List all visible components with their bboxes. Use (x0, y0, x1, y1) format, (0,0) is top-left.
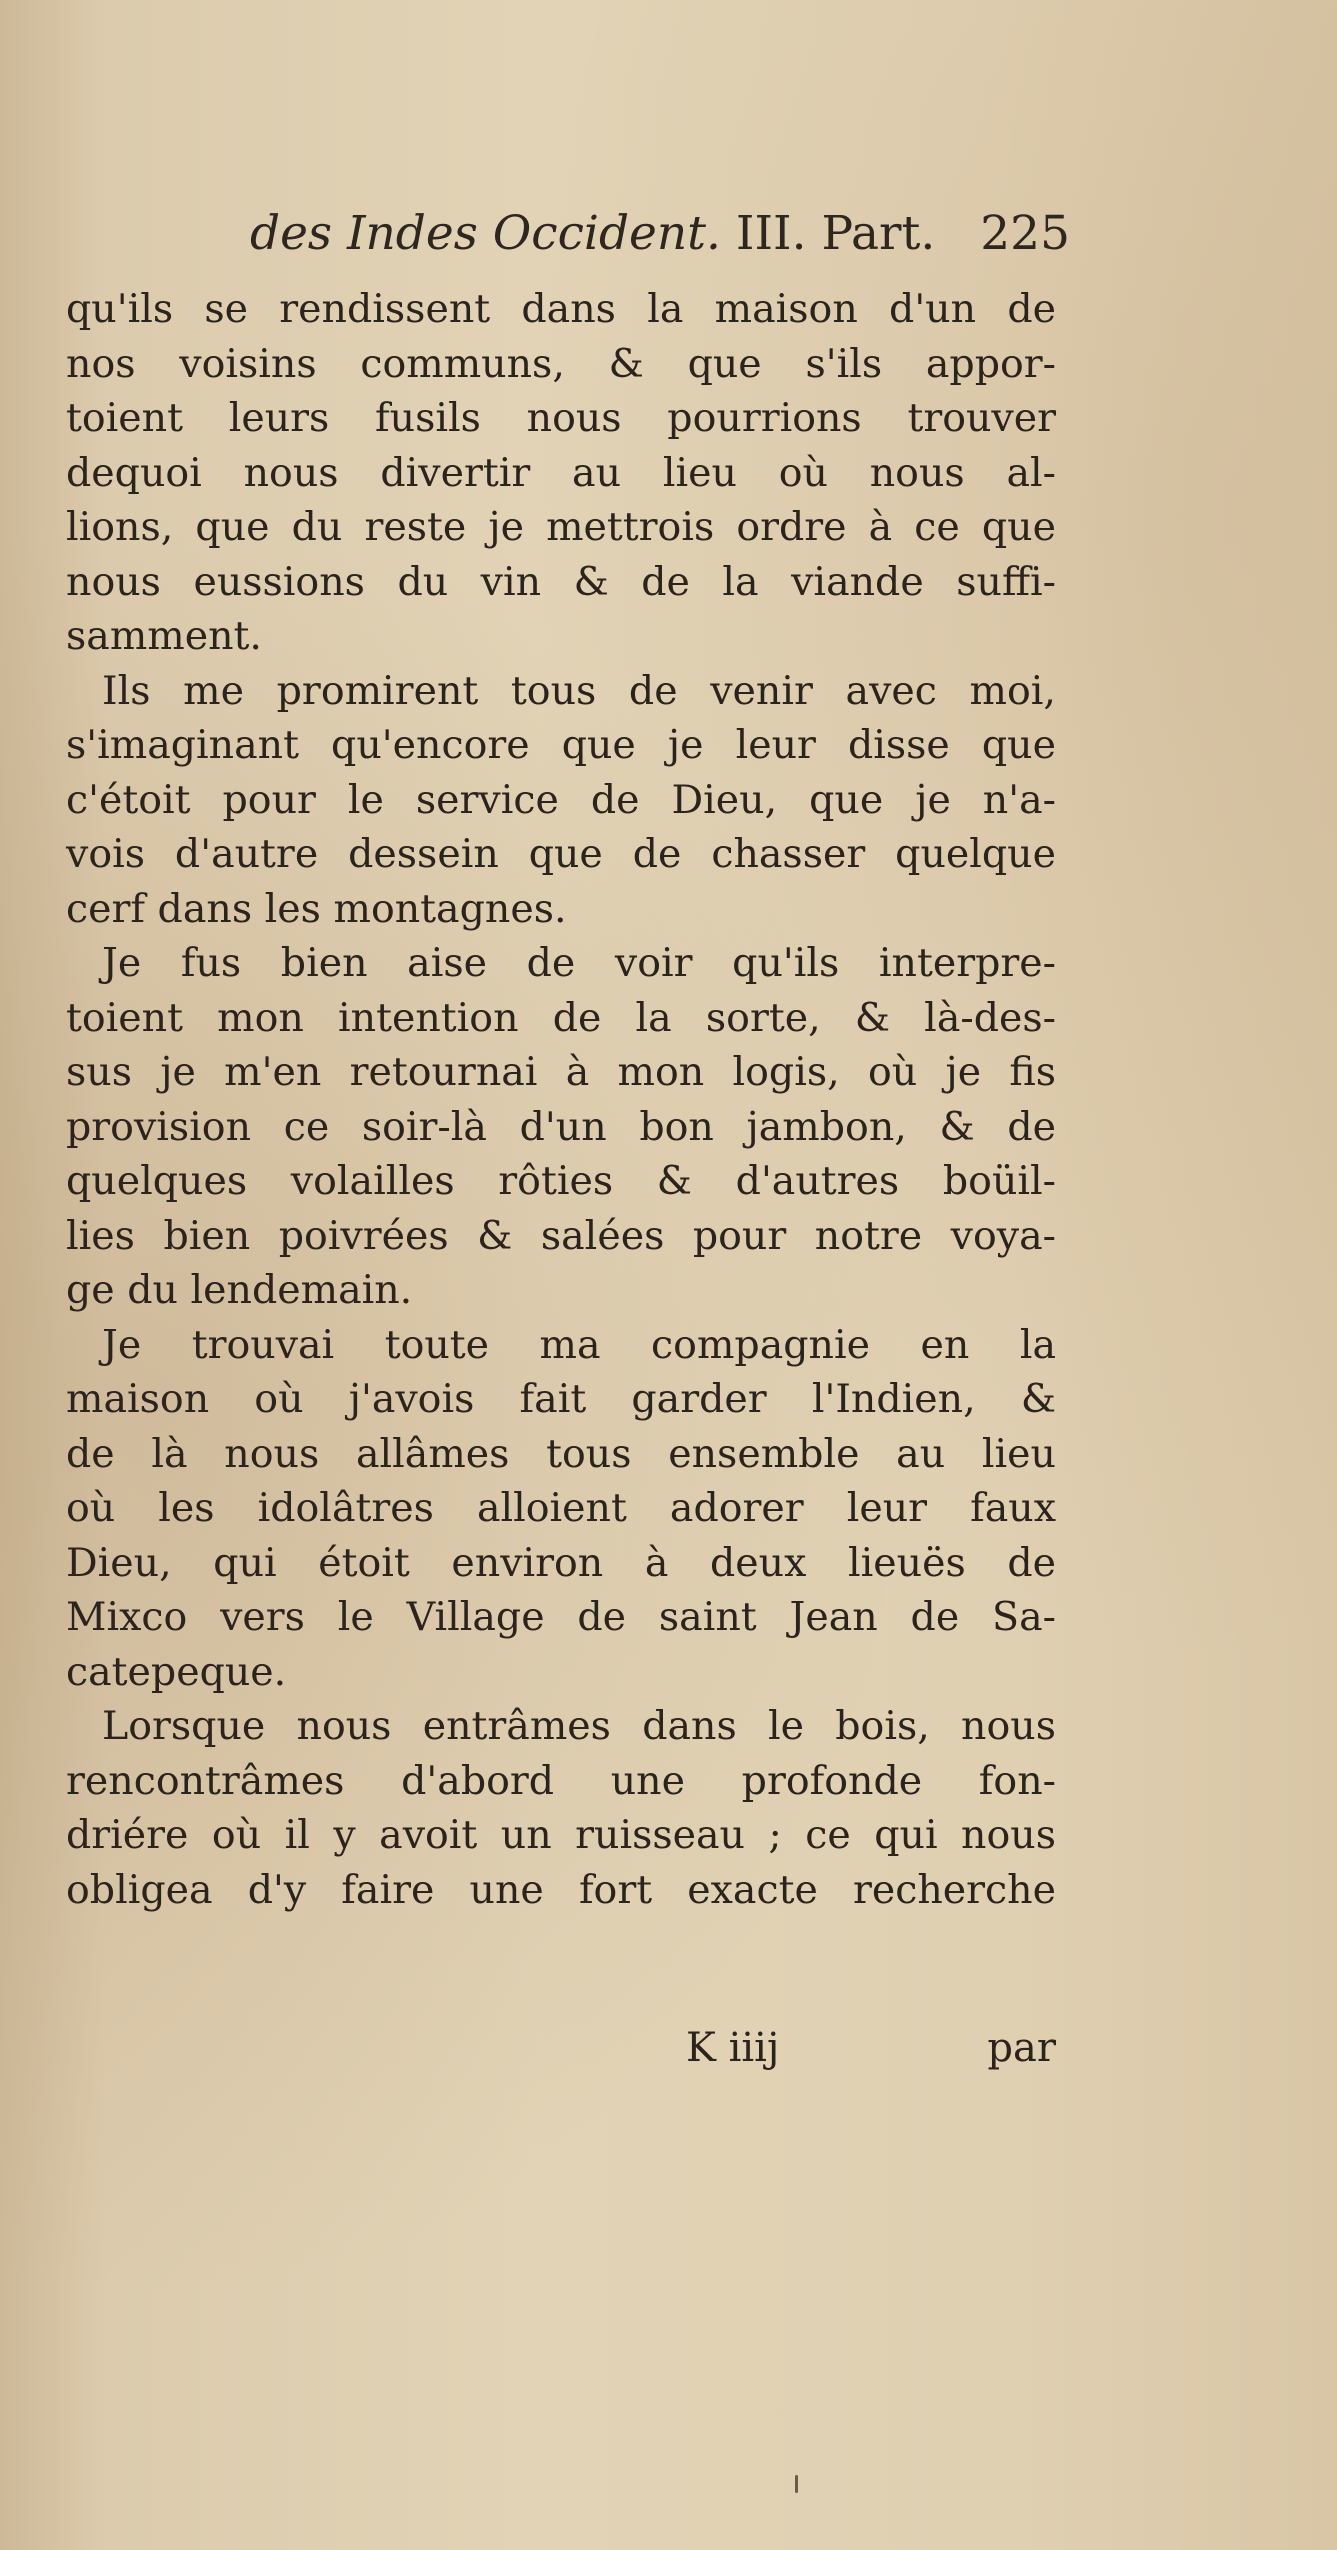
text-line: ge du lendemain. (66, 1267, 413, 1313)
text-line: lions, que du reste je mettrois ordre à ce que (66, 504, 1056, 550)
text-line: Je fus bien aise de voir qu'ils interpre- (102, 940, 1056, 986)
text-line: nous eussions du vin & de la viande suffi- (66, 558, 1056, 605)
text-line: nos voisins communs, & que s'ils appor- (66, 340, 1056, 387)
text-line: Mixco vers le Village de saint Jean de Sa- (66, 1594, 1056, 1640)
text-line: où les idolâtres alloient adorer leur faux (66, 1485, 1056, 1531)
text-line: Ils me promirent tous de venir avec moi, (102, 667, 1056, 714)
text-line: provision ce soir-là d'un bon jambon, & de (66, 1103, 1056, 1150)
text-line: sus je m'en retournai à mon logis, où je fis (66, 1049, 1056, 1095)
catchword: par (987, 2025, 1056, 2071)
text-line: vois d'autre dessein que de chasser quelque (66, 831, 1056, 877)
running-head (250, 206, 935, 261)
text-line: lies bien poivrées & salées pour notre voya- (66, 1212, 1056, 1259)
text-line: qu'ils se rendissent dans la maison d'un de (66, 286, 1056, 332)
text-line: s'imaginant qu'encore que je leur disse que (66, 722, 1056, 768)
text-line: obligea d'y faire une fort exacte recherche (66, 1866, 1056, 1913)
text-line: dequoi nous divertir au lieu où nous al- (66, 449, 1056, 496)
text-line: samment. (66, 613, 262, 659)
text-line: Dieu, qui étoit environ à deux lieuës de (66, 1539, 1056, 1586)
signature-mark: K iiij (686, 2025, 780, 2071)
page-footer (66, 2025, 1056, 2085)
text-line: maison où j'avois fait garder l'Indien, & (66, 1376, 1056, 1422)
text-line: toient leurs fusils nous pourrions trouver (66, 395, 1056, 441)
text-line: quelques volailles rôties & d'autres boüil- (66, 1158, 1056, 1204)
page-number: 225 (980, 206, 1070, 261)
text-line: Lorsque nous entrâmes dans le bois, nous (102, 1703, 1056, 1749)
text-line: cerf dans les montagnes. (66, 885, 567, 932)
text-line: driére où il y avoit un ruisseau ; ce qui nous (66, 1812, 1056, 1858)
text-line: rencontrâmes d'abord une profonde fon- (66, 1757, 1056, 1804)
running-head-title: des Indes Occident. (250, 206, 721, 261)
text-line: de là nous allâmes tous ensemble au lieu (66, 1430, 1056, 1477)
paper-speck (795, 2475, 798, 2493)
text-line: catepeque. (66, 1648, 287, 1695)
text-line: Je trouvai toute ma compagnie en la (102, 1321, 1056, 1368)
text-line: c'étoit pour le service de Dieu, que je n'a- (66, 776, 1056, 823)
running-head-part: III. Part. (735, 206, 936, 261)
body-text (66, 282, 1056, 1917)
page-header (250, 206, 1070, 270)
text-line: toient mon intention de la sorte, & là-des- (66, 994, 1056, 1041)
